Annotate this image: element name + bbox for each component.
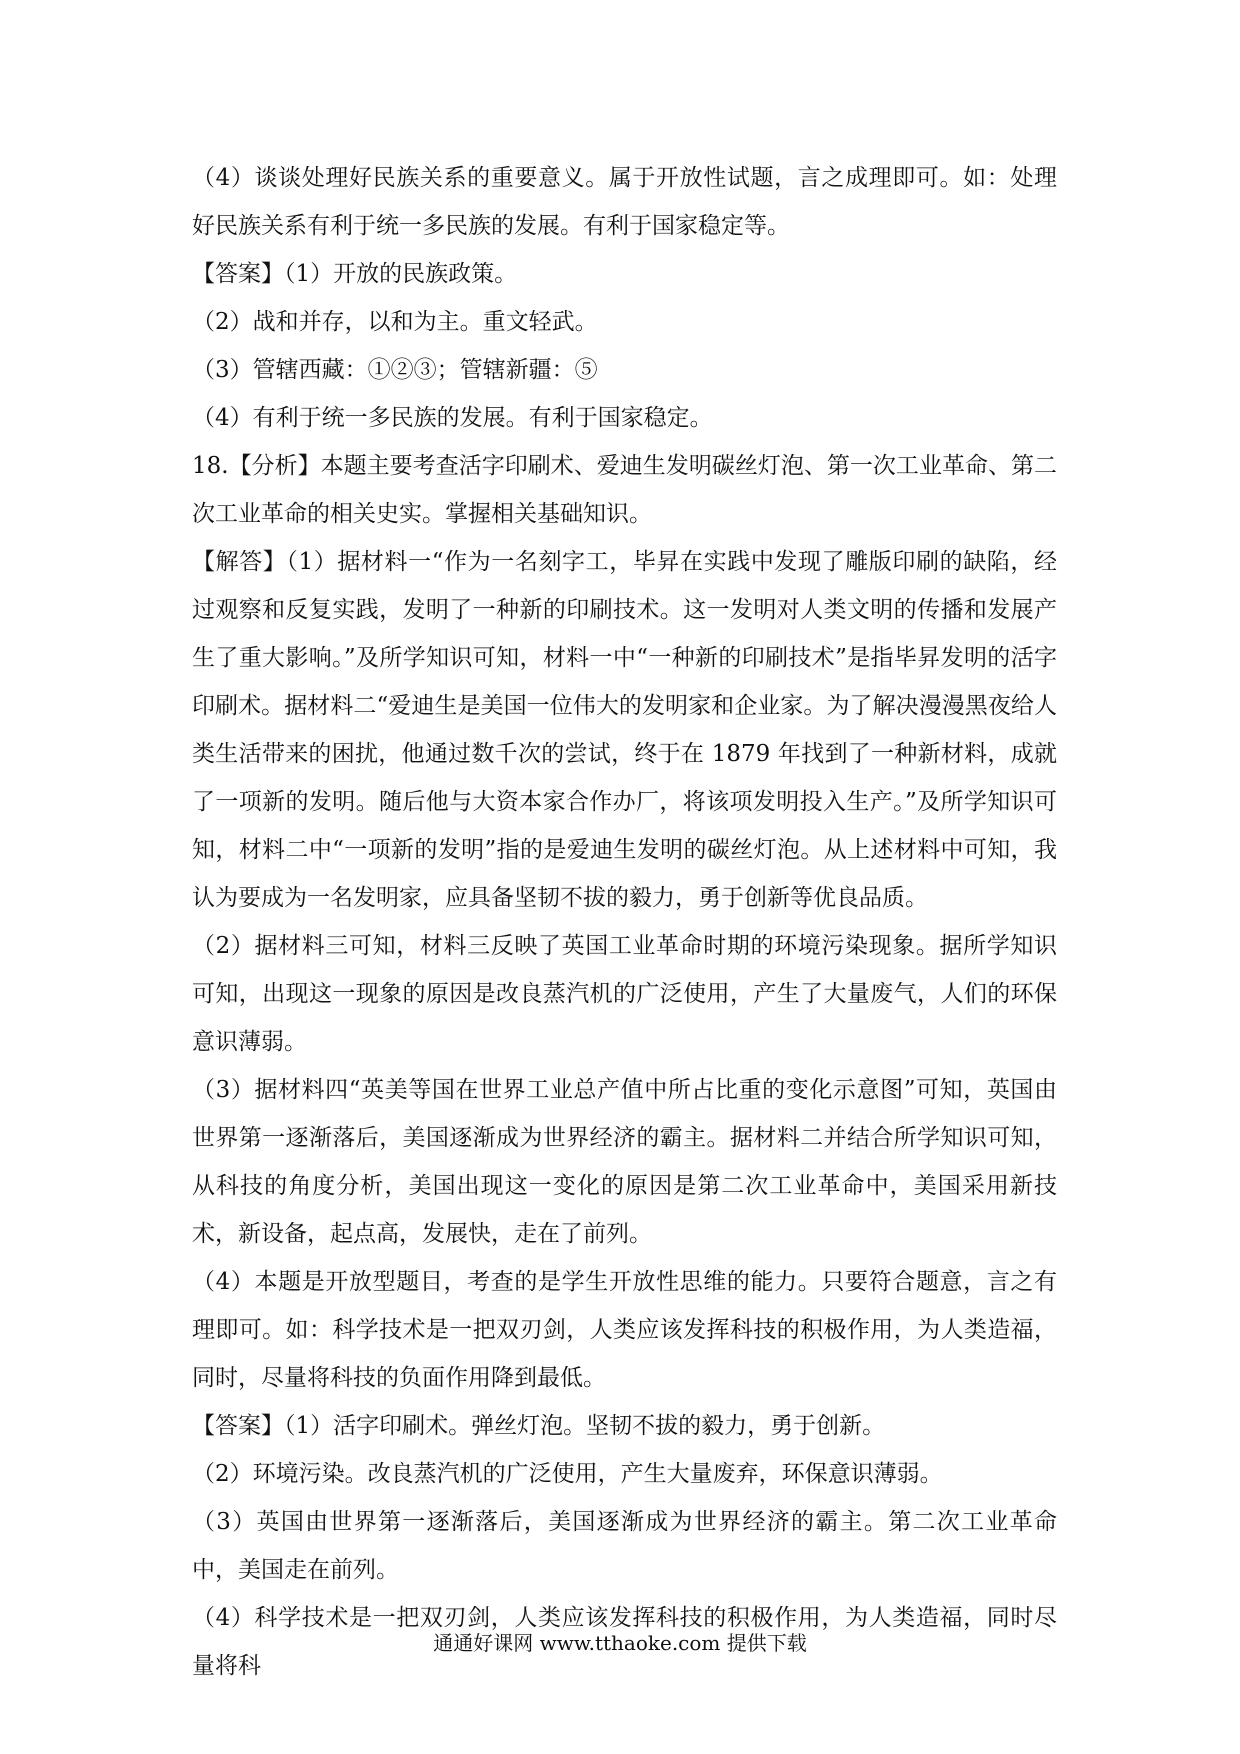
paragraph-q17-part4-analysis: （4）谈谈处理好民族关系的重要意义。属于开放性试题，言之成理即可。如：处理好民族关系有利于统一多民族的发展。有利于国家稳定等。	[192, 165, 1057, 239]
paragraph-q18-answer-4: （4）科学技术是一把双刃剑，人类应该发挥科技的积极作用，为人类造福，同时尽量将科	[192, 1605, 1057, 1679]
paragraph-q17-answer-3: （3）管辖西藏：①②③；管辖新疆：⑤	[192, 357, 598, 383]
paragraph-q18-answer-3: （3）英国由世界第一逐渐落后，美国逐渐成为世界经济的霸主。第二次工业革命中，美国走在前列。	[192, 1509, 1057, 1583]
paragraph-q17-answer-2: （2）战和并存，以和为主。重文轻武。	[192, 309, 598, 335]
paragraph-q18-answer-1: 【答案】（1）活字印刷术。弹丝灯泡。坚韧不拔的毅力，勇于创新。	[192, 1413, 886, 1439]
paragraph-q18-analysis: 18.【分析】本题主要考查活字印刷术、爱迪生发明碳丝灯泡、第一次工业革命、第二次工业革命的相关史实。掌握相关基础知识。	[192, 453, 1057, 527]
paragraph-q17-answer-4: （4）有利于统一多民族的发展。有利于国家稳定。	[192, 405, 713, 431]
paragraph-q18-solution-4: （4）本题是开放型题目，考查的是学生开放性思维的能力。只要符合题意，言之有理即可。如：科学技术是一把双刃剑，人类应该发挥科技的积极作用，为人类造福，同时，尽量将科技的负面作用降到最低。	[192, 1269, 1057, 1391]
answer-text-body	[192, 154, 1057, 1690]
page-footer: 通通好课网 www.tthaoke.com 提供下载	[433, 1631, 807, 1655]
paragraph-q18-solution-2: （2）据材料三可知，材料三反映了英国工业革命时期的环境污染现象。据所学知识可知，出现这一现象的原因是改良蒸汽机的广泛使用，产生了大量废气，人们的环保意识薄弱。	[192, 933, 1057, 1055]
paragraph-q18-solution-3: （3）据材料四“英美等国在世界工业总产值中所占比重的变化示意图”可知，英国由世界第一逐渐落后，美国逐渐成为世界经济的霸主。据材料二并结合所学知识可知，从科技的角度分析，美国出现这一变化的原因是第二次工业革命中，美国采用新技术，新设备，起点高，发展快，走在了前列。	[192, 1077, 1057, 1247]
paragraph-q18-solution-1: 【解答】（1）据材料一“作为一名刻字工，毕昇在实践中发现了雕版印刷的缺陷，经过观察和反复实践，发明了一种新的印刷技术。这一发明对人类文明的传播和发展产生了重大影响。”及所学知识可知，材料一中“一种新的印刷技术”是指毕昇发明的活字印刷术。据材料二“爱迪生是美国一位伟大的发明家和企业家。为了解决漫漫黑夜给人类生活带来的困扰，他通过数千次的尝试，终于在 1879 年找到了一种新材料，成就了一项新的发明。随后他与大资本家合作办厂，将该项发明投入生产。”及所学知识可知，材料二中“一项新的发明”指的是爱迪生发明的碳丝灯泡。从上述材料中可知，我认为要成为一名发明家，应具备坚韧不拔的毅力，勇于创新等优良品质。	[192, 549, 1057, 911]
paragraph-q18-answer-2: （2）环境污染。改良蒸汽机的广泛使用，产生大量废弃，环保意识薄弱。	[192, 1461, 943, 1487]
paragraph-q17-answer-1: 【答案】（1）开放的民族政策。	[192, 261, 518, 287]
